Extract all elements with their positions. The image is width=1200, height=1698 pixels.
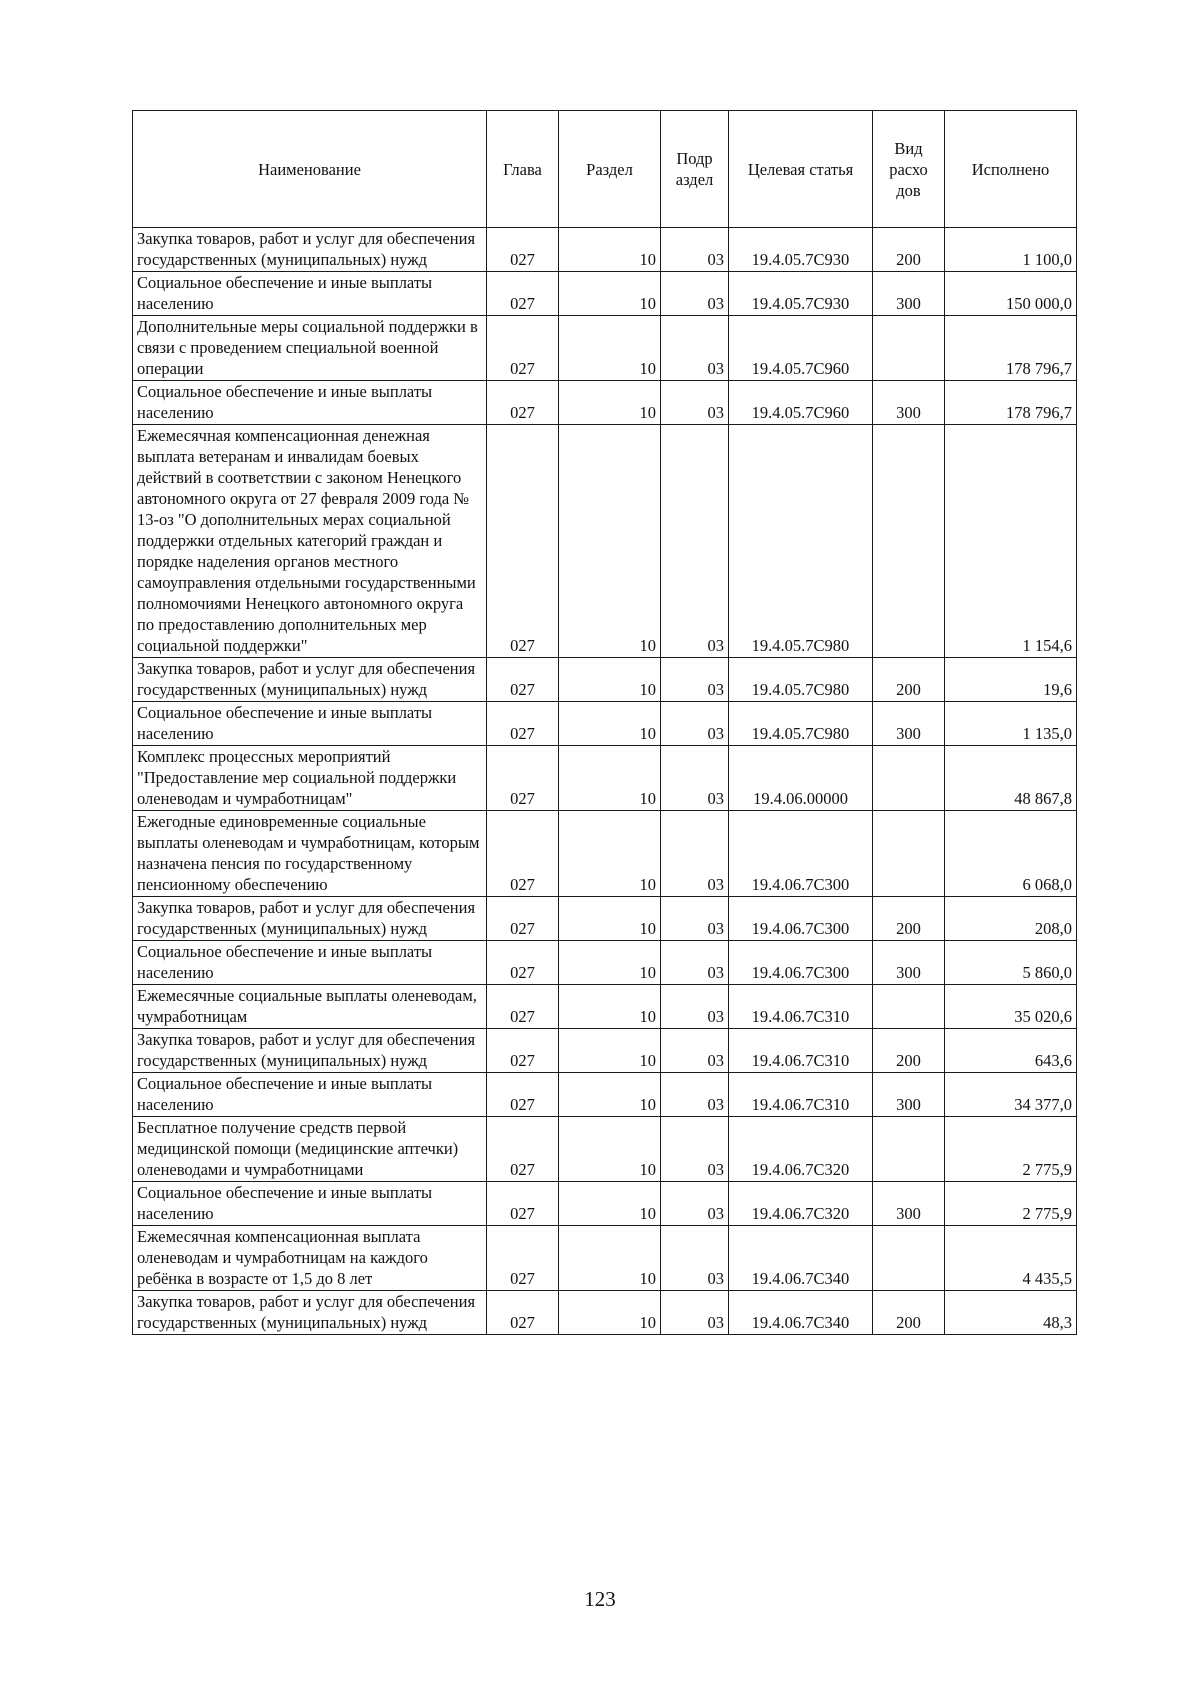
cell-glava: 027: [487, 1182, 559, 1226]
cell-podrazdel: 03: [661, 985, 729, 1029]
cell-executed: 1 135,0: [945, 702, 1077, 746]
cell-target-article: 19.4.05.7С930: [729, 272, 873, 316]
cell-name: Социальное обеспечение и иные выплаты населению: [133, 702, 487, 746]
cell-razdel: 10: [559, 1073, 661, 1117]
cell-razdel: 10: [559, 985, 661, 1029]
cell-target-article: 19.4.06.7С310: [729, 985, 873, 1029]
header-razdel: Раздел: [559, 111, 661, 228]
cell-podrazdel: 03: [661, 658, 729, 702]
cell-glava: 027: [487, 1029, 559, 1073]
header-podrazdel: Подр аздел: [661, 111, 729, 228]
cell-target-article: 19.4.06.7С320: [729, 1117, 873, 1182]
table-row: [133, 228, 1077, 272]
cell-expense-type: 300: [873, 1182, 945, 1226]
cell-expense-type: [873, 1117, 945, 1182]
cell-podrazdel: 03: [661, 1182, 729, 1226]
cell-name: Комплекс процессных мероприятий "Предоставление мер социальной поддержки оленеводам и чумработницам": [133, 746, 487, 811]
cell-target-article: 19.4.06.7С340: [729, 1226, 873, 1291]
cell-podrazdel: 03: [661, 1291, 729, 1335]
cell-expense-type: 300: [873, 1073, 945, 1117]
cell-expense-type: [873, 811, 945, 897]
cell-name: Закупка товаров, работ и услуг для обеспечения государственных (муниципальных) нужд: [133, 1029, 487, 1073]
cell-glava: 027: [487, 811, 559, 897]
table-row: [133, 746, 1077, 811]
table-row: [133, 941, 1077, 985]
cell-expense-type: 300: [873, 381, 945, 425]
cell-executed: 48,3: [945, 1291, 1077, 1335]
table-row: [133, 425, 1077, 658]
cell-glava: 027: [487, 316, 559, 381]
cell-executed: 48 867,8: [945, 746, 1077, 811]
cell-target-article: 19.4.05.7С980: [729, 425, 873, 658]
cell-executed: 208,0: [945, 897, 1077, 941]
table-row: [133, 897, 1077, 941]
cell-razdel: 10: [559, 1182, 661, 1226]
cell-executed: 5 860,0: [945, 941, 1077, 985]
header-name: Наименование: [133, 111, 487, 228]
cell-razdel: 10: [559, 1117, 661, 1182]
budget-execution-table: [132, 110, 1077, 1335]
cell-razdel: 10: [559, 272, 661, 316]
cell-name: Социальное обеспечение и иные выплаты населению: [133, 272, 487, 316]
cell-name: Социальное обеспечение и иные выплаты населению: [133, 1073, 487, 1117]
cell-name: Социальное обеспечение и иные выплаты населению: [133, 1182, 487, 1226]
cell-glava: 027: [487, 658, 559, 702]
cell-expense-type: [873, 985, 945, 1029]
cell-glava: 027: [487, 1226, 559, 1291]
cell-razdel: 10: [559, 1291, 661, 1335]
table-row: [133, 811, 1077, 897]
table-row: [133, 272, 1077, 316]
cell-target-article: 19.4.06.7С300: [729, 897, 873, 941]
cell-name: Социальное обеспечение и иные выплаты населению: [133, 941, 487, 985]
cell-expense-type: [873, 746, 945, 811]
cell-executed: 178 796,7: [945, 381, 1077, 425]
cell-executed: 6 068,0: [945, 811, 1077, 897]
cell-podrazdel: 03: [661, 316, 729, 381]
cell-podrazdel: 03: [661, 811, 729, 897]
cell-name: Ежегодные единовременные социальные выплаты оленеводам и чумработницам, которым назначена пенсия по государственному пенсионному обеспечению: [133, 811, 487, 897]
cell-executed: 2 775,9: [945, 1117, 1077, 1182]
table-row: [133, 1117, 1077, 1182]
cell-razdel: 10: [559, 658, 661, 702]
cell-target-article: 19.4.05.7С980: [729, 702, 873, 746]
cell-target-article: 19.4.05.7С980: [729, 658, 873, 702]
cell-glava: 027: [487, 272, 559, 316]
cell-glava: 027: [487, 985, 559, 1029]
cell-executed: 1 100,0: [945, 228, 1077, 272]
cell-podrazdel: 03: [661, 746, 729, 811]
cell-executed: 643,6: [945, 1029, 1077, 1073]
cell-executed: 2 775,9: [945, 1182, 1077, 1226]
header-glava: Глава: [487, 111, 559, 228]
cell-glava: 027: [487, 381, 559, 425]
cell-name: Закупка товаров, работ и услуг для обеспечения государственных (муниципальных) нужд: [133, 1291, 487, 1335]
cell-executed: 35 020,6: [945, 985, 1077, 1029]
cell-expense-type: 300: [873, 272, 945, 316]
cell-name: Дополнительные меры социальной поддержки в связи с проведением специальной военной операции: [133, 316, 487, 381]
cell-glava: 027: [487, 1291, 559, 1335]
cell-razdel: 10: [559, 1226, 661, 1291]
cell-target-article: 19.4.05.7С960: [729, 316, 873, 381]
table-row: [133, 1291, 1077, 1335]
cell-glava: 027: [487, 425, 559, 658]
cell-expense-type: [873, 316, 945, 381]
cell-razdel: 10: [559, 316, 661, 381]
cell-name: Бесплатное получение средств первой медицинской помощи (медицинские аптечки) оленеводами и чумработницами: [133, 1117, 487, 1182]
cell-podrazdel: 03: [661, 702, 729, 746]
cell-name: Закупка товаров, работ и услуг для обеспечения государственных (муниципальных) нужд: [133, 658, 487, 702]
table-row: [133, 1226, 1077, 1291]
cell-podrazdel: 03: [661, 897, 729, 941]
cell-expense-type: 300: [873, 702, 945, 746]
cell-target-article: 19.4.06.7С320: [729, 1182, 873, 1226]
cell-expense-type: 200: [873, 658, 945, 702]
table-row: [133, 985, 1077, 1029]
cell-executed: 150 000,0: [945, 272, 1077, 316]
cell-expense-type: 200: [873, 1291, 945, 1335]
cell-target-article: 19.4.06.7С310: [729, 1073, 873, 1117]
cell-target-article: 19.4.06.7С300: [729, 811, 873, 897]
cell-target-article: 19.4.05.7С930: [729, 228, 873, 272]
cell-podrazdel: 03: [661, 1226, 729, 1291]
table-row: [133, 316, 1077, 381]
cell-razdel: 10: [559, 746, 661, 811]
cell-executed: 178 796,7: [945, 316, 1077, 381]
cell-name: Закупка товаров, работ и услуг для обеспечения государственных (муниципальных) нужд: [133, 897, 487, 941]
cell-razdel: 10: [559, 702, 661, 746]
cell-target-article: 19.4.06.7С300: [729, 941, 873, 985]
cell-name: Ежемесячная компенсационная выплата оленеводам и чумработницам на каждого ребёнка в возрасте от 1,5 до 8 лет: [133, 1226, 487, 1291]
table-row: [133, 702, 1077, 746]
cell-expense-type: 200: [873, 228, 945, 272]
page-number: 123: [584, 1587, 616, 1611]
cell-podrazdel: 03: [661, 272, 729, 316]
cell-expense-type: 200: [873, 1029, 945, 1073]
cell-expense-type: 300: [873, 941, 945, 985]
cell-expense-type: 200: [873, 897, 945, 941]
cell-expense-type: [873, 425, 945, 658]
cell-name: Социальное обеспечение и иные выплаты населению: [133, 381, 487, 425]
cell-razdel: 10: [559, 1029, 661, 1073]
cell-name: Ежемесячные социальные выплаты оленеводам, чумработницам: [133, 985, 487, 1029]
cell-razdel: 10: [559, 811, 661, 897]
header-target-article: Целевая статья: [729, 111, 873, 228]
header-expense-type: Вид расхо дов: [873, 111, 945, 228]
cell-glava: 027: [487, 702, 559, 746]
cell-razdel: 10: [559, 381, 661, 425]
cell-glava: 027: [487, 228, 559, 272]
table-row: [133, 381, 1077, 425]
table-row: [133, 658, 1077, 702]
table-row: [133, 1073, 1077, 1117]
table-row: [133, 1029, 1077, 1073]
cell-glava: 027: [487, 897, 559, 941]
cell-executed: 1 154,6: [945, 425, 1077, 658]
cell-razdel: 10: [559, 897, 661, 941]
cell-glava: 027: [487, 941, 559, 985]
cell-expense-type: [873, 1226, 945, 1291]
cell-glava: 027: [487, 1073, 559, 1117]
cell-target-article: 19.4.06.7С310: [729, 1029, 873, 1073]
cell-podrazdel: 03: [661, 1073, 729, 1117]
cell-podrazdel: 03: [661, 425, 729, 658]
cell-name: Закупка товаров, работ и услуг для обеспечения государственных (муниципальных) нужд: [133, 228, 487, 272]
cell-razdel: 10: [559, 425, 661, 658]
cell-name: Ежемесячная компенсационная денежная выплата ветеранам и инвалидам боевых действий в соответствии с законом Ненецкого автономного округа от 27 февраля 2009 года № 13-оз "О дополнительных мерах социальной поддержки отдельных категорий граждан и порядке наделения органов местного самоуправления отдельными государственными полномочиями Ненецкого автономного округа по предоставлению дополнительных мер социальной поддержки": [133, 425, 487, 658]
cell-target-article: 19.4.06.7С340: [729, 1291, 873, 1335]
cell-target-article: 19.4.06.00000: [729, 746, 873, 811]
table-header-row: [133, 111, 1077, 228]
cell-podrazdel: 03: [661, 228, 729, 272]
cell-podrazdel: 03: [661, 1117, 729, 1182]
header-executed: Исполнено: [945, 111, 1077, 228]
cell-glava: 027: [487, 1117, 559, 1182]
cell-executed: 4 435,5: [945, 1226, 1077, 1291]
cell-executed: 19,6: [945, 658, 1077, 702]
cell-podrazdel: 03: [661, 1029, 729, 1073]
cell-podrazdel: 03: [661, 941, 729, 985]
table-row: [133, 1182, 1077, 1226]
cell-podrazdel: 03: [661, 381, 729, 425]
cell-glava: 027: [487, 746, 559, 811]
cell-executed: 34 377,0: [945, 1073, 1077, 1117]
cell-razdel: 10: [559, 228, 661, 272]
cell-razdel: 10: [559, 941, 661, 985]
cell-target-article: 19.4.05.7С960: [729, 381, 873, 425]
